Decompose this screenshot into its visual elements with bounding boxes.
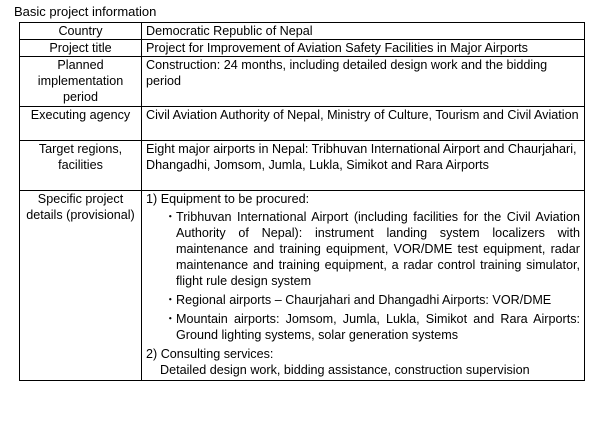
section-consulting-text: Detailed design work, bidding assistance, construction supervision: [160, 363, 530, 377]
project-info-table: [19, 22, 585, 381]
value-project-title: Project for Improvement of Aviation Safety Facilities in Major Airports: [142, 40, 585, 57]
table-row: [20, 141, 585, 191]
label-implementation-period: Planned implementation period: [20, 57, 142, 107]
value-implementation-period: Construction: 24 months, including detailed design work and the bidding period: [142, 57, 585, 107]
list-item: [146, 311, 580, 343]
table-row: [20, 107, 585, 141]
bullet-text: Mountain airports: Jomsom, Jumla, Lukla, Simikot and Rara Airports: Ground lighting systems, solar generation systems: [176, 312, 580, 342]
value-executing-agency: Civil Aviation Authority of Nepal, Ministry of Culture, Tourism and Civil Aviation: [142, 107, 585, 141]
label-country: Country: [20, 23, 142, 40]
label-executing-agency: Executing agency: [20, 107, 142, 141]
list-item: [146, 209, 580, 289]
label-project-details: Specific project details (provisional): [20, 191, 142, 381]
bullet-icon: ・: [164, 312, 177, 326]
bullet-icon: ・: [164, 293, 177, 307]
label-project-title: Project title: [20, 40, 142, 57]
table-row: [20, 57, 585, 107]
section-equipment-title: 1) Equipment to be procured:: [146, 192, 310, 206]
list-item: [146, 292, 580, 308]
table-row: [20, 40, 585, 57]
table-caption: Basic project information: [14, 4, 157, 19]
label-target-regions: Target regions, facilities: [20, 141, 142, 191]
bullet-text: Regional airports – Chaurjahari and Dhangadhi Airports: VOR/DME: [176, 293, 552, 307]
table-row: [20, 191, 585, 381]
bullet-text: Tribhuvan International Airport (including facilities for the Civil Aviation Authority of Nepal): instrument landing system localizers with maintenance and training equipment, VOR/DME test equipment, radar maintenance and training equipment, a radar control training simulator, flight rule design system: [176, 210, 580, 288]
section-consulting-title: 2) Consulting services:: [146, 347, 274, 361]
table-row: [20, 23, 585, 40]
bullet-icon: ・: [164, 210, 177, 224]
value-project-details: [142, 191, 585, 381]
value-country: Democratic Republic of Nepal: [142, 23, 585, 40]
value-target-regions: Eight major airports in Nepal: Tribhuvan International Airport and Chaurjahari, Dhangadhi, Jomsom, Jumla, Lukla, Simikot and Rara Airports: [142, 141, 585, 191]
